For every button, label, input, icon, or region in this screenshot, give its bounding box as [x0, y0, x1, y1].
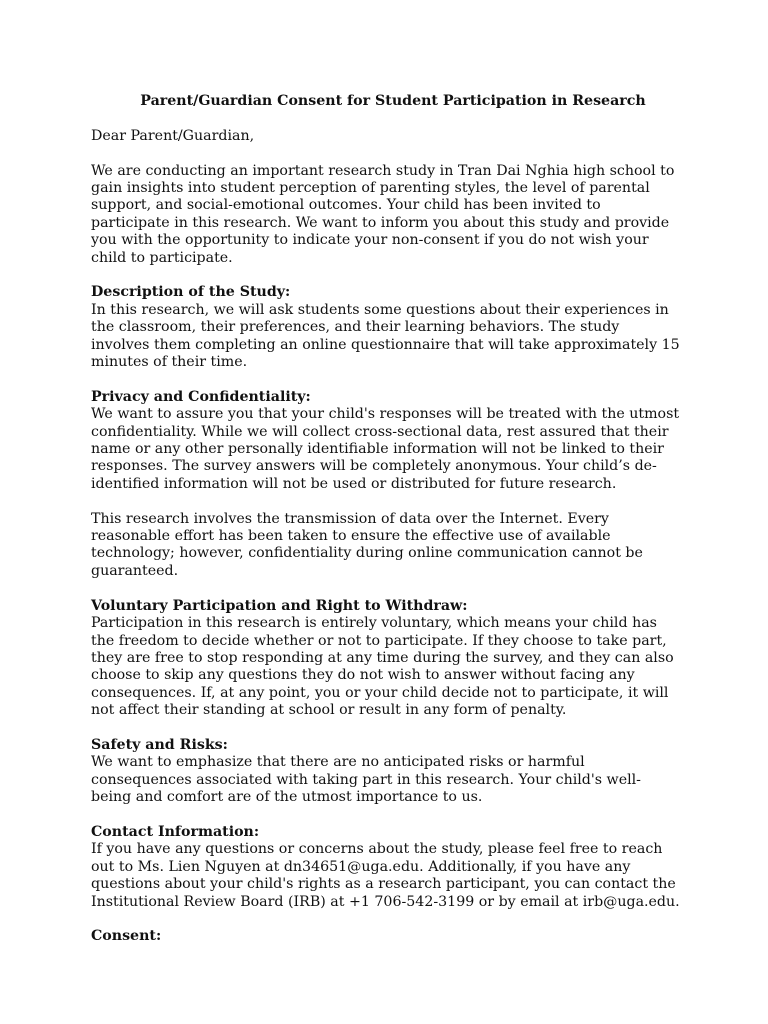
section-consent: [91, 928, 681, 945]
greeting: Dear Parent/Guardian,: [91, 127, 255, 144]
section-body: If you have any questions or concerns about the study, please feel free to reach out to Ms. Lien Nguyen at dn34651@uga.edu. Additionally, if you have any questions about your child's rights as a research participant, you can contact the Institutional Review Board (IRB) at +1 706-542-3199 or by email at irb@uga.edu.: [91, 841, 680, 910]
document-title: Parent/Guardian Consent for Student Participation in Research: [140, 93, 646, 109]
section-body: We want to assure you that your child's responses will be treated with the utmost confidentiality. While we will collect cross-sectional data, rest assured that their name or any other personally identifiable information will not be linked to their responses. The survey answers will be completely anonymous. Your child’s de-identified information will not be used or distributed for future research.: [91, 406, 680, 492]
section-heading: Privacy and Confidentiality:: [91, 388, 311, 405]
intro-paragraph: We are conducting an important research study in Tran Dai Nghia high school to gain insights into student perception of parenting styles, the level of parental support, and social-emotional outcomes. Your child has been invited to participate in this research. We want to inform you about this study and provide you with the opportunity to indicate your non-consent if you do not wish your child to participate.: [91, 162, 675, 266]
section-body: This research involves the transmission of data over the Internet. Every reasonable effort has been taken to ensure the effective use of available technology; however, confidentiality during online communication cannot be guaranteed.: [91, 510, 643, 579]
section-description: [91, 284, 681, 371]
section-heading: Voluntary Participation and Right to Withdraw:: [91, 597, 468, 614]
section-heading: Contact Information:: [91, 823, 260, 840]
consent-document: [91, 93, 681, 963]
section-body: In this research, we will ask students some questions about their experiences in the classroom, their preferences, and their learning behaviors. The study involves them completing an online questionnaire that will take approximately 15 minutes of their time.: [91, 301, 680, 371]
section-internet-transmission: [91, 511, 681, 581]
section-heading: Safety and Risks:: [91, 736, 228, 753]
section-heading: Description of the Study:: [91, 284, 291, 301]
section-safety-risks: [91, 737, 681, 807]
section-body: Participation in this research is entirely voluntary, which means your child has the freedom to decide whether or not to participate. If they choose to take part, they are free to stop responding at any time during the survey, and they can also choose to skip any questions they do not wish to answer without facing any consequences. If, at any point, you or your child decide not to participate, it will not affect their standing at school or result in any form of penalty.: [91, 615, 674, 719]
section-body: We want to emphasize that there are no anticipated risks or harmful consequences associated with taking part in this research. Your child's well-being and comfort are of the utmost importance to us.: [91, 754, 641, 806]
section-contact: [91, 824, 681, 911]
section-heading: Consent:: [91, 928, 162, 945]
section-privacy: [91, 389, 681, 493]
section-voluntary-participation: [91, 598, 681, 720]
